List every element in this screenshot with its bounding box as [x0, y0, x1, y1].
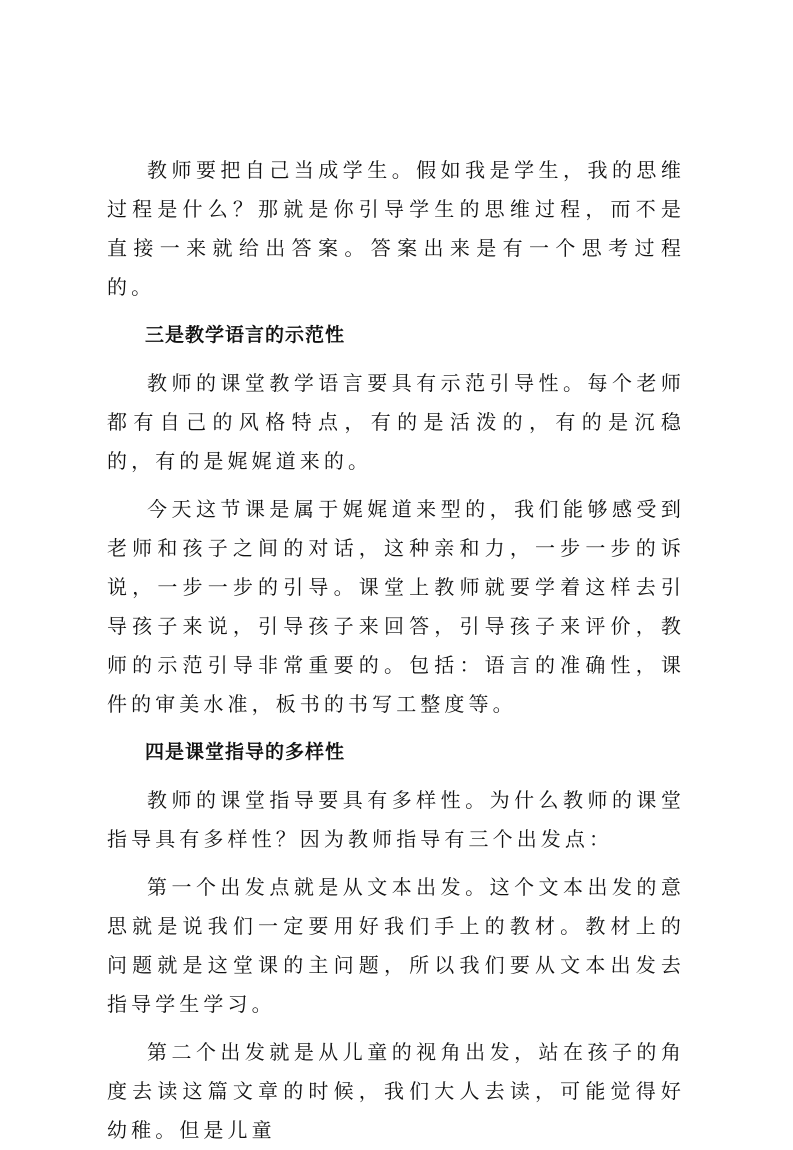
section-heading-language: 三是教学语言的示范性 [145, 324, 346, 346]
paragraph-first-starting-point: 第一个出发点就是从文本出发。这个文本出发的意思就是说我们一定要用好我们手上的教材。教材上的问题就是这堂课的主问题，所以我们要从文本出发去指导学生学习。 [107, 875, 685, 1016]
document-body [107, 151, 685, 1150]
paragraph-second-starting-point: 第二个出发就是从儿童的视角出发，站在孩子的角度去读这篇文章的时候，我们大人去读，可能觉得好幼稚。但是儿童 [107, 1040, 685, 1142]
section-heading-guidance: 四是课堂指导的多样性 [145, 741, 346, 763]
paragraph-guidance-diversity: 教师的课堂指导要具有多样性。为什么教师的课堂指导具有多样性？因为教师指导有三个出发点： [107, 788, 685, 851]
paragraph-thinking-process: 教师要把自己当成学生。假如我是学生，我的思维过程是什么？那就是你引导学生的思维过程，而不是直接一来就给出答案。答案出来是有一个思考过程的。 [107, 158, 685, 299]
paragraph-todays-lesson: 今天这节课是属于娓娓道来型的，我们能够感受到老师和孩子之间的对话，这种亲和力，一步一步的诉说，一步一步的引导。课堂上教师就要学着这样去引导孩子来说，引导孩子来回答，引导孩子来评价，教师的示范引导非常重要的。包括：语言的准确性，课件的审美水准，板书的书写工整度等。 [107, 497, 685, 716]
paragraph-language-style: 教师的课堂教学语言要具有示范引导性。每个老师都有自己的风格特点，有的是活泼的，有的是沉稳的，有的是娓娓道来的。 [107, 371, 685, 473]
